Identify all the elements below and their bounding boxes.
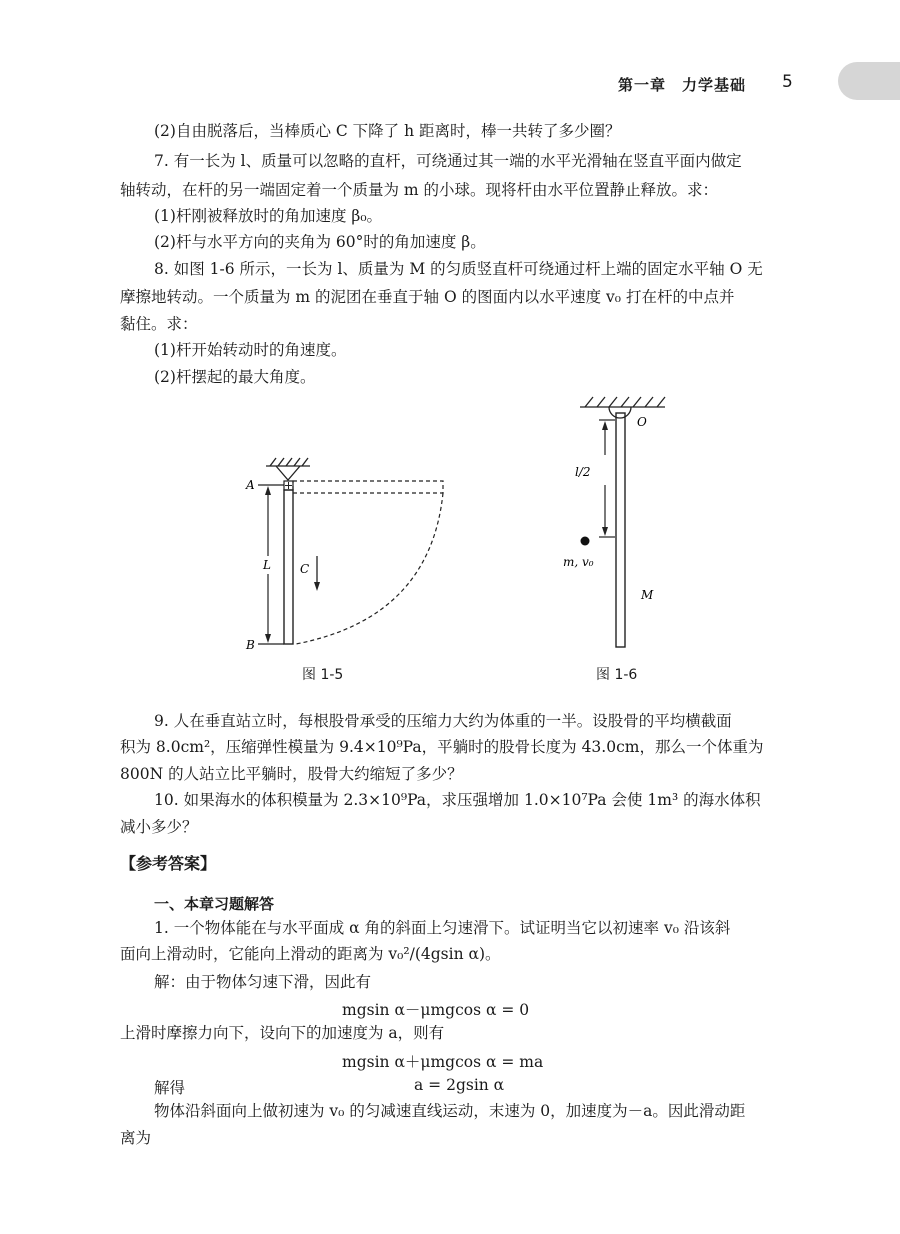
answers-heading: 【参考答案】: [120, 854, 217, 873]
text-line: (2)自由脱落后，当棒质心 C 下降了 h 距离时，棒一共转了多少圈？: [154, 122, 621, 140]
text-line: (2)杆摆起的最大角度。: [154, 368, 316, 386]
text-line: 解得: [154, 1079, 186, 1097]
figure-1-6-caption: 图 1-6: [596, 667, 638, 683]
text-line: (2)杆与水平方向的夹角为 60°时的角加速度 β。: [154, 233, 486, 251]
figure-1-6: [555, 385, 695, 655]
text-line: 轴转动，在杆的另一端固定着一个质量为 m 的小球。现将杆由水平位置静止释放。求：: [120, 181, 719, 199]
text-line: 黏住。求：: [120, 315, 198, 333]
text-line: 面向上滑动时，它能向上滑动的距离为 v₀²/(4gsin α)。: [120, 945, 501, 963]
ceiling-hatch: [580, 397, 665, 407]
text-line: 减小多少？: [120, 818, 198, 836]
rod: [284, 490, 293, 644]
figure-1-5-caption: 图 1-5: [302, 667, 344, 683]
section-heading: 一、本章习题解答: [154, 895, 275, 913]
rod-horizontal-dashed: [293, 481, 443, 493]
label-half-l: l/2: [575, 465, 591, 479]
text-line: 摩擦地转动。一个质量为 m 的泥团在垂直于轴 O 的图面内以水平速度 v₀ 打在杆的中点并: [120, 288, 735, 306]
equation: a = 2gsin α: [414, 1076, 505, 1094]
text-line: 10. 如果海水的体积模量为 2.3×10⁹Pa，求压强增加 1.0×10⁷Pa 会使 1m³ 的海水体积: [154, 791, 761, 809]
page-number: 5: [782, 72, 793, 92]
mud-ball: [581, 537, 590, 546]
text-line: 物体沿斜面向上做初速为 v₀ 的匀减速直线运动，末速为 0，加速度为－a。因此滑动距: [154, 1102, 746, 1120]
text-line: (1)杆开始转动时的角速度。: [154, 341, 347, 359]
text-line: 解：由于物体匀速下滑，因此有: [154, 973, 372, 991]
text-line: (1)杆刚被释放时的角加速度 β₀。: [154, 207, 383, 225]
label-big-m: M: [641, 588, 654, 602]
text-line: 1. 一个物体能在与水平面成 α 角的斜面上匀速滑下。试证明当它以初速率 v₀ 沿该斜: [154, 919, 731, 937]
swing-arc: [296, 493, 443, 644]
equation: mgsin α＋μmgcos α = ma: [342, 1053, 544, 1071]
support: [276, 466, 300, 480]
ceiling-hatch: [266, 458, 310, 466]
text-line: 8. 如图 1-6 所示，一长为 l、质量为 M 的匀质竖直杆可绕通过杆上端的固定水平轴 O 无: [154, 260, 763, 278]
equation: mgsin α－μmgcos α = 0: [342, 1001, 530, 1019]
text-line: 积为 8.0cm²，压缩弹性模量为 9.4×10⁹Pa，平躺时的股骨长度为 43.0cm，那么一个体重为: [120, 738, 764, 756]
label-l: L: [263, 558, 271, 572]
label-b: B: [246, 638, 255, 652]
chapter-title: 第一章 力学基础: [618, 76, 747, 94]
label-c: C: [300, 562, 310, 576]
text-line: 上滑时摩擦力向下，设向下的加速度为 a，则有: [120, 1024, 445, 1042]
figure-1-5: [230, 448, 460, 668]
label-a: A: [246, 478, 255, 492]
label-m-v0: m, v₀: [563, 555, 594, 569]
text-line: 9. 人在垂直站立时，每根股骨承受的压缩力大约为体重的一半。设股骨的平均横截面: [154, 712, 732, 730]
label-o: O: [637, 415, 647, 429]
text-line: 800N 的人站立比平躺时，股骨大约缩短了多少？: [120, 765, 463, 783]
text-line: 离为: [120, 1129, 152, 1147]
page-header: [0, 72, 900, 102]
text-line: 7. 有一长为 l、质量可以忽略的直杆，可绕通过其一端的水平光滑轴在竖直平面内做定: [154, 152, 742, 170]
rod: [616, 413, 625, 647]
page-tab-marker: [838, 62, 900, 100]
